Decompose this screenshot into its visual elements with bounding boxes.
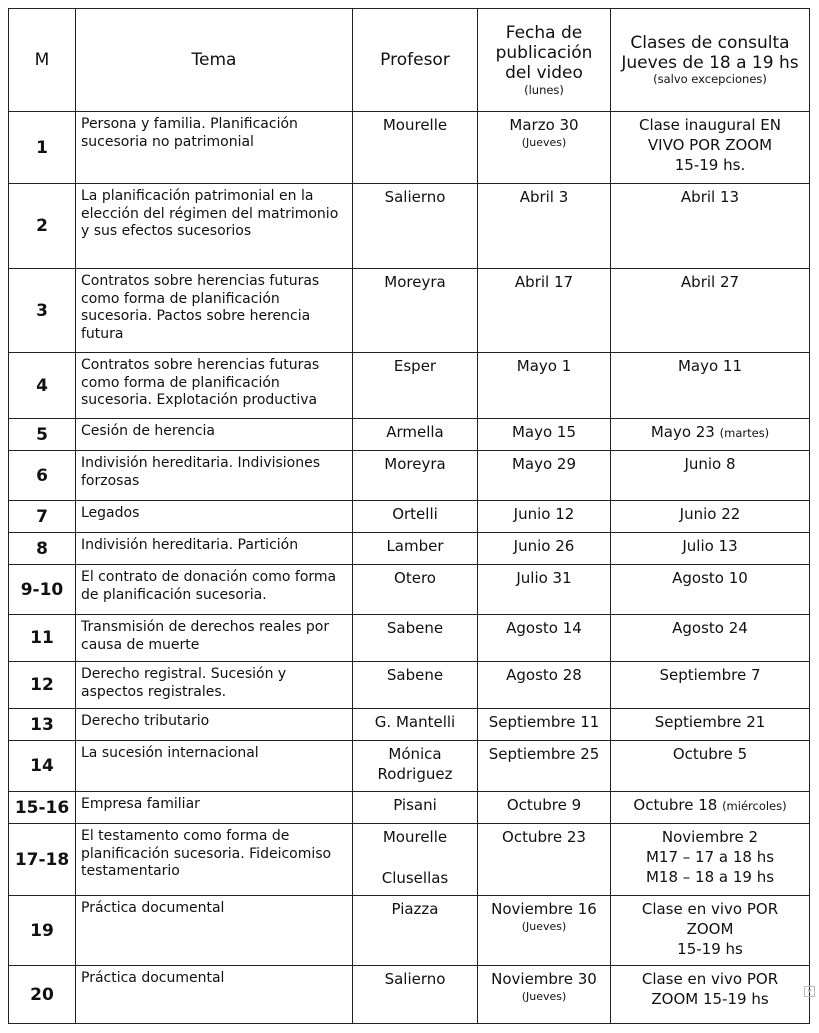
module-number: 13 (9, 709, 76, 741)
topic-cell: Derecho tributario (76, 709, 353, 741)
consult-class-line (611, 828, 809, 848)
video-date: Septiembre 11 (488, 713, 600, 731)
professor-cell (353, 419, 478, 451)
consult-class-text: ZOOM 15-19 hs (651, 989, 769, 1008)
video-date-note: (Jueves) (521, 135, 567, 149)
consult-class-cell (611, 662, 810, 709)
consult-class-line (611, 569, 809, 589)
module-number: 8 (9, 533, 76, 565)
video-date-note: (Jueves) (521, 919, 567, 933)
consult-class-line (611, 455, 809, 475)
video-date-cell (478, 896, 611, 966)
schedule-table (8, 8, 810, 1024)
consult-class-line (611, 273, 809, 293)
video-date: Junio 26 (513, 537, 575, 555)
professor-name: Mourelle (382, 828, 448, 846)
video-date: Abril 3 (519, 188, 569, 206)
module-number: 15-16 (9, 792, 76, 824)
consult-class-text: Octubre 5 (672, 745, 748, 763)
professor-cell (353, 615, 478, 662)
video-date-cell (478, 966, 611, 1024)
video-date-cell (478, 533, 611, 565)
video-date-cell (478, 662, 611, 709)
module-number: 17-18 (9, 824, 76, 896)
module-number: 4 (9, 353, 76, 419)
consult-class-cell (611, 353, 810, 419)
professor-name: Otero (394, 569, 436, 587)
module-number: 2 (9, 184, 76, 269)
professor-name: G. Mantelli (374, 713, 456, 731)
module-number: 19 (9, 896, 76, 966)
topic-cell: Persona y familia. Planificación sucesoria no patrimonial (76, 112, 353, 184)
consult-class-cell (611, 451, 810, 501)
consult-class-cell (611, 709, 810, 741)
consult-class-text: Mayo 23 (650, 423, 715, 441)
header-row (9, 9, 810, 112)
table-row (9, 662, 810, 709)
module-number: 5 (9, 419, 76, 451)
professor-name: Mourelle (382, 116, 448, 134)
topic-cell: El contrato de donación como forma de planificación sucesoria. (76, 565, 353, 615)
consult-class-text: Junio 8 (684, 455, 736, 473)
topic-cell: Indivisión hereditaria. Indivisiones forzosas (76, 451, 353, 501)
consult-class-cell (611, 112, 810, 184)
table-row (9, 896, 810, 966)
module-number: 1 (9, 112, 76, 184)
consult-class-cell (611, 966, 810, 1024)
professor-cell (353, 792, 478, 824)
topic-cell: Empresa familiar (76, 792, 353, 824)
professor-cell (353, 896, 478, 966)
professor-name: Salierno (384, 188, 446, 206)
topic-cell: La planificación patrimonial en la elección del régimen del matrimonio y sus efectos sucesorios (76, 184, 353, 269)
professor-cell (353, 966, 478, 1024)
professor-name: Rodriguez (377, 764, 453, 783)
consult-class-text: VIVO POR ZOOM (647, 135, 773, 154)
video-date-cell (478, 792, 611, 824)
consult-class-text: ZOOM (686, 919, 734, 938)
consult-class-line (611, 920, 809, 940)
video-date-cell (478, 269, 611, 353)
header-fecha-note: (lunes) (524, 82, 564, 97)
professor-cell (353, 565, 478, 615)
consult-class-line (611, 357, 809, 377)
module-number: 6 (9, 451, 76, 501)
consult-class-text: Agosto 24 (672, 619, 748, 637)
table-row (9, 353, 810, 419)
header-fecha-line: publicación (495, 42, 593, 63)
consult-class-line (611, 619, 809, 639)
consult-class-note: (miércoles) (722, 799, 787, 813)
video-date: Noviembre 30 (491, 970, 597, 988)
table-row (9, 615, 810, 662)
consult-class-text: Clase inaugural EN (638, 116, 782, 134)
professor-cell (353, 501, 478, 533)
consult-class-text: Octubre 18 (633, 796, 718, 814)
topic-cell: Contratos sobre herencias futuras como forma de planificación sucesoria. Explotación productiva (76, 353, 353, 419)
consult-class-line (611, 423, 809, 443)
consult-class-text: Septiembre 21 (654, 713, 766, 731)
header-tema: Tema (76, 9, 353, 112)
video-date: Agosto 14 (506, 619, 582, 637)
video-date: Marzo 30 (509, 116, 579, 134)
consult-class-cell (611, 501, 810, 533)
header-clases-line: Jueves de 18 a 19 hs (621, 53, 799, 74)
consult-class-line (611, 666, 809, 686)
table-row (9, 533, 810, 565)
professor-cell (353, 824, 478, 896)
table-row (9, 501, 810, 533)
professor-name: Piazza (391, 900, 439, 918)
module-number: 11 (9, 615, 76, 662)
topic-cell: La sucesión internacional (76, 741, 353, 792)
module-number: 9-10 (9, 565, 76, 615)
consult-class-cell (611, 533, 810, 565)
video-date: Junio 12 (513, 505, 575, 523)
video-date: Octubre 9 (506, 796, 582, 814)
module-number: 3 (9, 269, 76, 353)
consult-class-text: Clase en vivo POR (641, 970, 779, 988)
consult-class-text: M17 – 17 a 18 hs (645, 847, 775, 866)
video-date-cell (478, 419, 611, 451)
video-date-cell (478, 824, 611, 896)
module-number: 14 (9, 741, 76, 792)
consult-class-text: Julio 13 (682, 537, 738, 555)
professor-name: Ortelli (392, 505, 438, 523)
video-date: Mayo 29 (511, 455, 577, 473)
consult-class-text: M18 – 18 a 19 hs (645, 867, 775, 886)
table-row (9, 184, 810, 269)
header-m: M (9, 9, 76, 112)
module-number: 12 (9, 662, 76, 709)
consult-class-line (611, 990, 809, 1010)
header-fecha-line: Fecha de (505, 22, 583, 43)
video-date-cell (478, 353, 611, 419)
consult-class-line (611, 970, 809, 990)
consult-class-cell (611, 184, 810, 269)
consult-class-line (611, 900, 809, 920)
table-row (9, 112, 810, 184)
professor-name: Lamber (386, 537, 444, 555)
header-clases-line: Clases de consulta (630, 32, 790, 53)
video-date: Julio 31 (516, 569, 572, 587)
professor-cell (353, 741, 478, 792)
consult-class-text: Clase en vivo POR (641, 900, 779, 918)
consult-class-line (611, 796, 809, 816)
resize-handle-icon: ▾ (804, 986, 815, 997)
professor-name: Sabene (386, 619, 444, 637)
topic-cell: Práctica documental (76, 966, 353, 1024)
consult-class-line (611, 136, 809, 156)
table-row (9, 269, 810, 353)
video-date-cell (478, 709, 611, 741)
header-clases-note: (salvo excepciones) (653, 72, 767, 87)
video-date-note: (Jueves) (521, 989, 567, 1003)
consult-class-cell (611, 269, 810, 353)
consult-class-cell (611, 824, 810, 896)
professor-cell (353, 269, 478, 353)
video-date: Septiembre 25 (488, 745, 600, 763)
professor-name: Sabene (386, 666, 444, 684)
topic-cell: Práctica documental (76, 896, 353, 966)
consult-class-line (611, 156, 809, 176)
consult-class-text: 15-19 hs. (674, 155, 746, 174)
consult-class-cell (611, 419, 810, 451)
header-profesor: Profesor (353, 9, 478, 112)
video-date: Agosto 28 (506, 666, 582, 684)
professor-cell (353, 709, 478, 741)
consult-class-text: Septiembre 7 (659, 666, 761, 684)
professor-name: Esper (393, 357, 437, 375)
video-date: Octubre 23 (502, 828, 586, 846)
consult-class-text: 15-19 hs (677, 939, 743, 958)
consult-class-cell (611, 792, 810, 824)
module-number: 7 (9, 501, 76, 533)
consult-class-line (611, 848, 809, 868)
professor-cell (353, 184, 478, 269)
consult-class-text: Junio 22 (679, 505, 741, 523)
video-date-cell (478, 741, 611, 792)
table-row (9, 792, 810, 824)
video-date-cell (478, 112, 611, 184)
consult-class-line (611, 745, 809, 765)
consult-class-text: Mayo 11 (677, 357, 743, 375)
topic-cell: Transmisión de derechos reales por causa de muerte (76, 615, 353, 662)
video-date: Abril 17 (514, 273, 574, 291)
video-date-cell (478, 501, 611, 533)
consult-class-note: (martes) (719, 426, 770, 440)
professor-name: Pisani (393, 796, 437, 814)
header-fecha-line: del video (505, 63, 583, 84)
video-date-cell (478, 451, 611, 501)
table-row (9, 966, 810, 1024)
video-date-cell (478, 565, 611, 615)
module-number: 20 (9, 966, 76, 1024)
table-row (9, 565, 810, 615)
professor-name: Moreyra (384, 273, 446, 291)
professor-name: Moreyra (384, 455, 446, 473)
consult-class-line (611, 505, 809, 525)
consult-class-text: Abril 13 (680, 188, 740, 206)
consult-class-cell (611, 565, 810, 615)
professor-name: Clusellas (381, 868, 449, 887)
topic-cell: Contratos sobre herencias futuras como forma de planificación sucesoria. Pactos sobre herencia futura (76, 269, 353, 353)
topic-cell: Legados (76, 501, 353, 533)
video-date: Noviembre 16 (491, 900, 597, 918)
consult-class-text: Noviembre 2 (661, 828, 759, 846)
professor-name: Armella (386, 423, 444, 441)
professor-name: Salierno (384, 970, 446, 988)
consult-class-cell (611, 741, 810, 792)
header-fecha (478, 9, 611, 112)
consult-class-line (611, 537, 809, 557)
topic-cell: Cesión de herencia (76, 419, 353, 451)
table-row (9, 709, 810, 741)
video-date: Mayo 1 (516, 357, 572, 375)
consult-class-text: Agosto 10 (672, 569, 748, 587)
consult-class-line (611, 188, 809, 208)
table-row (9, 741, 810, 792)
table-row (9, 451, 810, 501)
consult-class-line (611, 713, 809, 733)
consult-class-cell (611, 615, 810, 662)
consult-class-line (611, 116, 809, 136)
topic-cell: Indivisión hereditaria. Partición (76, 533, 353, 565)
video-date: Mayo 15 (511, 423, 577, 441)
video-date-cell (478, 615, 611, 662)
consult-class-line (611, 940, 809, 960)
header-clases (611, 9, 810, 112)
professor-cell (353, 533, 478, 565)
consult-class-cell (611, 896, 810, 966)
consult-class-line (611, 868, 809, 888)
professor-cell (353, 353, 478, 419)
topic-cell: Derecho registral. Sucesión y aspectos registrales. (76, 662, 353, 709)
professor-cell (353, 112, 478, 184)
professor-cell (353, 451, 478, 501)
table-row (9, 824, 810, 896)
table-row (9, 419, 810, 451)
video-date-cell (478, 184, 611, 269)
consult-class-text: Abril 27 (680, 273, 740, 291)
topic-cell: El testamento como forma de planificación sucesoria. Fideicomiso testamentario (76, 824, 353, 896)
professor-cell (353, 662, 478, 709)
professor-name: Mónica (388, 745, 442, 763)
